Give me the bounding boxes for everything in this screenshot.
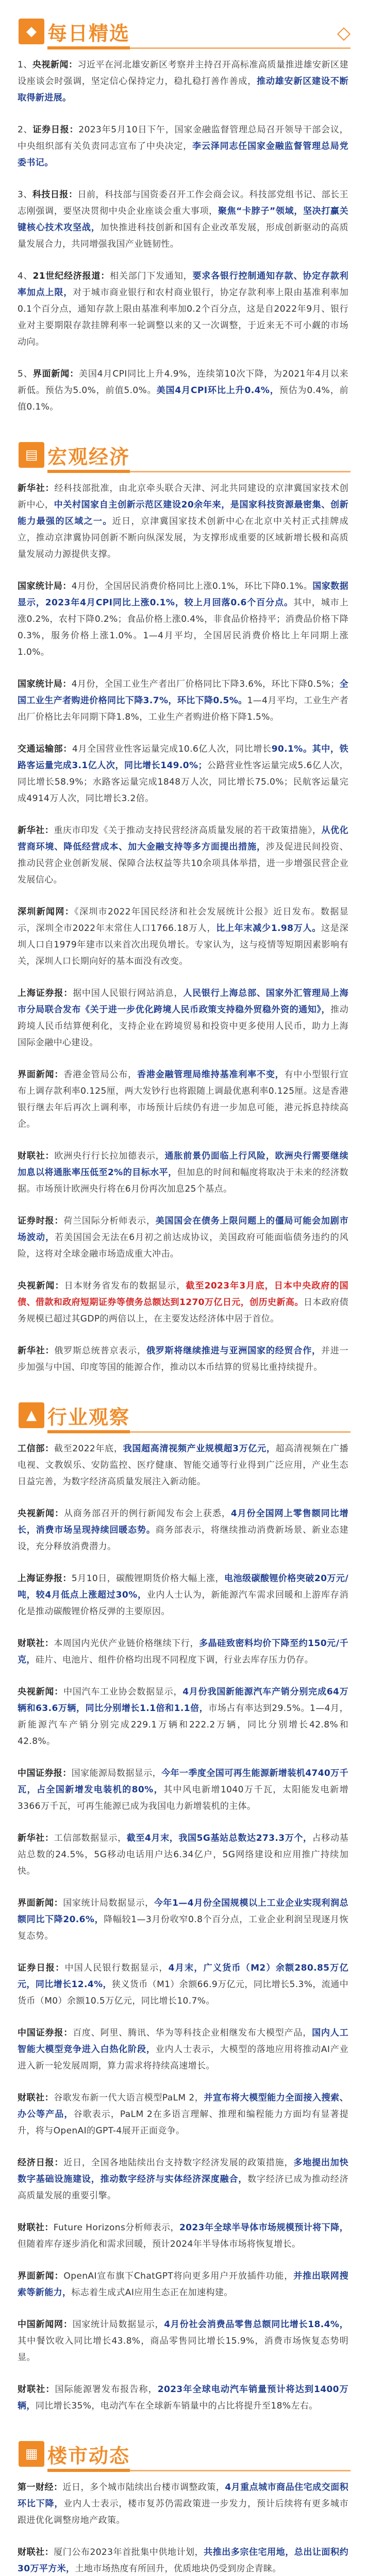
- item-tail: 土地市场热度有所回升，优质地块仍受到房企青睐。: [75, 2564, 281, 2574]
- item-tail: 业内人士认为，新能源汽车需求回暖和上游库存消化是推动碳酸锂价格反弹的主要原因。: [18, 1590, 348, 1617]
- item-tail: 硅片、电池片、组件价格均出现不同程度下调，行业去库存压力仍存。: [35, 1655, 314, 1665]
- item-highlight: 中关村国家自主创新示范区建设20余年来，是国家科技资源最密集、创新能力最强的区域之一。: [18, 500, 348, 527]
- item-highlight: 香港金融管理局维持基准利率不变，: [137, 1070, 285, 1080]
- item-number: 4、: [18, 271, 33, 281]
- chart-icon: ▤: [19, 442, 44, 468]
- item-body: 中国汽车工业协会数据显示，: [63, 1687, 183, 1697]
- item-source: 财联社：: [18, 2223, 54, 2233]
- item-highlight: 90.1%。其中，铁路客运量完成3.1亿人次，同比增长149.0%；: [18, 744, 348, 771]
- section-title: 宏观经济: [47, 446, 130, 468]
- market-list: [15, 2476, 351, 2576]
- item-body: 4月份，全国工业生产者出厂价格同比下降3.6%，环比下降0.5%；: [71, 679, 340, 689]
- item-source: 中国证券报：: [18, 1768, 72, 1778]
- list-item: [18, 268, 348, 350]
- item-source: 央视新闻：: [18, 1281, 64, 1291]
- item-highlight: 俄罗斯将继续推进与亚洲国家的经贸合作，: [146, 1346, 321, 1356]
- item-body: 《深圳市2022年国民经济和社会发展统计公报》近日发布。数据显示，深圳全市2022年末常住人口1766.18万人，: [18, 907, 348, 934]
- item-source: 深圳新闻网：: [18, 907, 75, 917]
- item-tail: 涉及促进民间投资、推动民营企业创新发展、保障合法权益等共10余项具体举措，进一步增强民营企业发展信心。: [18, 842, 348, 885]
- gem-icon: ◇: [337, 23, 351, 43]
- section-header-industry: [15, 1391, 351, 1437]
- section-header-market: [15, 2430, 351, 2476]
- list-item: [18, 2025, 348, 2074]
- item-tail: 若美国国会无法在6月初之前达成协议，美国政府可能面临债务违约的风险，这将对全球金融市场造成重大冲击。: [18, 1232, 348, 1259]
- item-source: 新华社：: [18, 483, 55, 494]
- section-daily: [0, 7, 366, 415]
- list-item: [18, 1765, 348, 1815]
- item-source: 财联社：: [18, 2093, 54, 2103]
- divider-accent: [47, 2469, 130, 2472]
- item-tail: 但随着库存逐步消化和需求回暖，预计2024年半导体市场将恢复增长。: [18, 2239, 301, 2249]
- item-body: 截至2022年底，: [54, 1444, 123, 1454]
- item-highlight: 推动雄安新区建设不断取得新进展。: [18, 76, 348, 103]
- list-item: [18, 904, 348, 970]
- list-item: [18, 1570, 348, 1620]
- item-highlight: 要求各银行控制通知存款、协定存款利率加点上限，: [18, 271, 348, 298]
- item-body: 近日，多个城市陆续出台楼市调整政策，: [62, 2482, 225, 2493]
- item-source: 21世纪经济报道：: [32, 271, 110, 281]
- list-item: [18, 1213, 348, 1262]
- item-tail: 其中风电新增1040万千瓦，太阳能发电新增3366万千瓦，可再生能源已成为我国电力新增装机的主体。: [18, 1785, 348, 1811]
- item-highlight: 聚焦“卡脖子”领域，坚决打赢关键核心技术攻坚战，: [18, 206, 348, 233]
- item-body: 日前，科技部与国资委召开工作会商会议。科技部党组书记、部长王志刚强调，要坚决贯彻中央企业座谈会重大事项，: [18, 190, 348, 216]
- item-source: 科技日报：: [32, 190, 78, 200]
- item-highlight: 通胀前景仍面临上行风险，欧洲央行需要继续加息以将通胀率压低至2%的目标水平，: [18, 1151, 348, 1178]
- item-highlight: 我国超高清视频产业规模超3万亿元，: [123, 1444, 276, 1454]
- item-body: 近日，全国各地陆续出台支持数字经济发展的政策措施，: [63, 2158, 294, 2168]
- item-tail: 超高清视频在广播电视、文教娱乐、安防监控、医疗健康、智能交通等行业得到广泛应用，产业生态日益完善，为数字经济高质量发展注入新动能。: [18, 1444, 348, 1487]
- item-highlight: 比上年末减少1.98万人。: [216, 923, 322, 934]
- list-item: [18, 366, 348, 415]
- item-source: 证券日报：: [32, 125, 79, 135]
- item-source: 央视新闻：: [18, 1509, 64, 1519]
- item-body: 本周国内光伏产业链价格继续下行，: [54, 1638, 199, 1649]
- diamond-icon: ◆: [19, 19, 44, 44]
- item-tail: 日本政府债务规模已超过其GDP的两倍以上，在主要发达经济体中居于首位。: [18, 1297, 349, 1324]
- divider-accent: [47, 46, 130, 49]
- item-body: 国家统计局数据显示，: [72, 2319, 164, 2330]
- list-item: [18, 122, 348, 171]
- list-item: [18, 2479, 348, 2529]
- list-item: [18, 1440, 348, 1490]
- item-highlight: 截至2023年3月底，日本中央政府的国债、借款和政府短期证券等债务总额达到1270万亿日元，创历史新高。: [18, 1281, 349, 1308]
- item-source: 交通运输部：: [18, 744, 72, 754]
- item-body: 国际能源署发布报告称，: [55, 2384, 158, 2395]
- item-source: 证券时报：: [18, 1216, 64, 1226]
- item-source: 财联社：: [18, 2547, 54, 2557]
- list-item: [18, 1148, 348, 1197]
- item-tail: 业内人士表示，大模型的落地应用将推动AI产业进入新一轮发展周期，算力需求将持续高速增长。: [18, 2044, 348, 2071]
- item-source: 上海证券报：: [18, 1573, 72, 1584]
- item-source: 界面新闻：: [18, 2271, 64, 2281]
- item-body: 谷歌发布新一代大语言模型PaLM 2，: [54, 2093, 204, 2103]
- section-industry: [0, 1391, 366, 2414]
- item-body: 习近平在河北雄安新区考察并主持召开高标准高质量推进雄安新区建设座谈会时强调，坚定信心保持定力，稳扎稳打善作善成，: [18, 60, 348, 87]
- item-tail: 标志着生成式AI应用生态正在加速构建。: [71, 2287, 233, 2298]
- item-tail: 这是深圳人口自1979年建市以来首次出现负增长。专家认为，这与疫情等短期因素影响有关，深圳人口长期向好的基本面没有改变。: [18, 923, 348, 967]
- item-tail: 占移动基站总数的24.5%，5G移动电话用户达6.34亿户，5G网络建设和应用推广持续加快。: [18, 1833, 348, 1876]
- item-tail: 谷歌表示，PaLM 2在多语言理解、推理和编程能力方面均有显著提升，将与OpenAI的GPT-4展开正面竞争。: [18, 2109, 348, 2136]
- item-body: 5月10日，碳酸锂期货价格大幅上涨，: [71, 1573, 225, 1584]
- item-highlight: 国家数据显示，2023年4月CPI同比上涨0.1%，较上月回落0.6个百分点。: [18, 581, 348, 608]
- page: [0, 7, 366, 2576]
- item-source: 新华社：: [18, 825, 54, 836]
- item-source: 证券日报：: [18, 1963, 65, 1973]
- daily-list: [15, 54, 351, 415]
- item-tail: 加快推进科技创新和国有企业改革发展，形成创新驱动的高质量发展合力，共同增强我国产业链韧性。: [18, 223, 348, 249]
- item-body: 欧洲央行行长拉加德表示，: [54, 1151, 165, 1161]
- item-body: 国家能源局数据显示，: [71, 1768, 162, 1778]
- item-body: 美国4月CPI同比上升4.9%，连续第10次下降，为2021年4月以来新低。预估为5.0%，前值5.0%。: [18, 369, 349, 396]
- item-tail: 数字经济已成为推动经济高质量发展的重要引擎。: [18, 2174, 348, 2201]
- list-item: [18, 2316, 348, 2366]
- item-body: 工信部数据显示，: [54, 1833, 127, 1843]
- list-item: [18, 187, 348, 252]
- item-source: 经济日报：: [18, 2158, 64, 2168]
- list-item: [18, 2219, 348, 2252]
- item-source: 财联社：: [18, 1638, 54, 1649]
- list-item: [18, 1635, 348, 1668]
- item-highlight: 4月末，广义货币（M2）余额280.85万亿元，同比增长12.4%，: [18, 1963, 348, 1990]
- divider-accent: [47, 470, 130, 473]
- item-tail: 同比增长35%，电动汽车在全球新车销量中的占比将提升至18%左右。: [35, 2401, 318, 2411]
- list-item: [18, 578, 348, 660]
- item-tail: 狭义货币（M1）余额66.9万亿元，同比增长5.3%，流通中货币（M0）余额10.5万亿元，同比增长10.7%。: [18, 1979, 348, 2006]
- item-tail: 对于城市商业银行和农村商业银行，协定存款利率上限由基准利率加0.1个百分点，通知存款上限由基准利率加0.2个百分点，这是自2022年9月、银行业对主要期限存款挂牌利率一轮调整以来的又一次调整，于近来无不可小觑的市场动向。: [18, 287, 348, 347]
- item-body: 百度、阿里、腾讯、华为等科技企业相继发布大模型产品，: [73, 2028, 312, 2038]
- list-item: [18, 1066, 348, 1132]
- list-item: [18, 676, 348, 725]
- item-body: 4月全国营业性客运量完成10.6亿人次，同比增长: [72, 744, 272, 754]
- item-source: 中国新闻网：: [18, 2319, 73, 2330]
- item-body: 香港金管局公布，: [63, 1070, 137, 1080]
- item-tail: 推动跨境人民币结算便利化，支持企业在跨境贸易和投资中更多使用人民币，助力上海国际金融中心建设。: [18, 1005, 348, 1048]
- section-market: [0, 2430, 366, 2576]
- list-item: [18, 2090, 348, 2139]
- list-item: [18, 1505, 348, 1555]
- item-tail: 降幅较1—3月份收窄0.8个百分点，工业企业利润呈现逐月恢复态势。: [18, 1914, 348, 1941]
- item-source: 新华社：: [18, 1346, 55, 1356]
- item-highlight: 电池级碳酸锂价格突破20万元/吨，较4月低点上涨超过30%，: [18, 1573, 348, 1600]
- item-highlight: 今年一季度全国可再生能源新增装机4740万千瓦，占全国新增发电装机的80%，: [18, 1768, 349, 1795]
- item-source: 央视新闻：: [18, 1687, 63, 1697]
- item-body: 荷兰国际分析师表示，: [63, 1216, 156, 1226]
- list-item: [18, 480, 348, 563]
- item-body: 日本财务省发布的数据显示，: [64, 1281, 186, 1291]
- item-tail: 公路营业性客运量完成5.6亿人次，同比增长58.9%；水路客运量完成1848万人次，同比增长75.0%；民航客运量完成4914万人次，同比增长3.2倍。: [18, 760, 348, 804]
- building-icon: ▦: [19, 2441, 44, 2467]
- item-body: 国家统计局数据显示，: [63, 1898, 154, 1908]
- item-number: 2、: [18, 125, 33, 135]
- macro-list: [15, 477, 351, 1376]
- item-body: 经科技部批准，由北京牵头联合天津、河北共同建设的京津冀国家技术创新中心，: [18, 483, 348, 510]
- section-title: 楼市动态: [47, 2445, 130, 2467]
- item-number: 3、: [18, 190, 32, 200]
- item-body: 俄罗斯总统普京表示，: [54, 1346, 146, 1356]
- item-source: 界面新闻：: [18, 1898, 63, 1908]
- list-item: [18, 1895, 348, 1944]
- item-source: 第一财经：: [18, 2482, 63, 2493]
- list-item: [18, 741, 348, 807]
- item-highlight: 人民银行上海总部、国家外汇管理局上海市分局联合发布《关于进一步优化跨境人民币政策支持稳外贸稳外资的通知》，: [18, 988, 348, 1015]
- industry-list: [15, 1437, 351, 2414]
- list-item: [18, 822, 348, 888]
- item-highlight: 国内人工智能大模型竞争进入白热化阶段，: [18, 2028, 348, 2055]
- item-highlight: 李云泽同志任国家金融监督管理总局党委书记。: [18, 141, 348, 168]
- item-tail: 1—4月平均，工业生产者出厂价格比去年同期下降1.8%，工业生产者购进价格下降1.5%。: [18, 696, 348, 722]
- section-title: 每日精选: [47, 22, 130, 45]
- list-item: [18, 1830, 348, 1879]
- item-tail: 预估为0.4%，前值0.1%。: [18, 385, 349, 412]
- section-title: 行业观察: [47, 1406, 130, 1429]
- item-body: 相关部门下发通知，: [110, 271, 193, 281]
- item-highlight: 截至4月末，我国5G基站总数达273.3万个，: [126, 1833, 312, 1843]
- factory-icon: ▲: [19, 1402, 44, 1428]
- item-tail: 业内人士表示，楼市复苏仍需政策进一步发力，预计后续将有更多城市跟进优化调整房地产政策。: [18, 2499, 348, 2526]
- divider-accent: [47, 1430, 130, 1433]
- item-source: 界面新闻：: [32, 369, 79, 379]
- item-body: 2023年5月10日下午，国家金融监督管理总局召开领导干部会议，中央组织部有关负责同志宣布了中央决定，: [18, 125, 349, 151]
- list-item: [18, 2544, 348, 2576]
- list-item: [18, 1960, 348, 2009]
- list-item: [18, 2268, 348, 2301]
- item-body: 从商务部召开的例行新闻发布会上获悉，: [63, 1509, 231, 1519]
- item-highlight: 全国工业生产者购进价格同比下降3.7%，环比下降0.5%。: [18, 679, 348, 706]
- item-body: 据中国人民银行网站消息，: [73, 988, 184, 998]
- item-highlight: 共推出多宗住宅用地，总出让面积约30万平方米，: [18, 2547, 348, 2574]
- item-source: 国家统计局：: [18, 581, 72, 591]
- item-highlight: 美国4月CPI环比上升0.4%，: [156, 385, 279, 396]
- item-tail: 市场占有率达到29.5%。1—4月，新能源汽车产销分别完成229.1万辆和222.2万辆，同比分别增长42.8%和42.8%。: [18, 1703, 348, 1747]
- item-source: 新华社：: [18, 1833, 54, 1843]
- item-body: Future Horizons分析师表示，: [53, 2223, 179, 2233]
- item-body: 厦门公布2023年首批集中供地计划，: [54, 2547, 204, 2557]
- list-item: [18, 1278, 348, 1327]
- section-header-daily: [15, 7, 351, 54]
- item-tail: 其中餐饮收入同比增长43.8%，商品零售同比增长15.9%，消费市场恢复态势明显。: [18, 2336, 348, 2363]
- item-highlight: 4月份社会消费品零售总额同比增长18.4%，: [164, 2319, 349, 2330]
- item-highlight: 多地提出加快数字基础设施建设，推动数字经济与实体经济深度融合，: [18, 2158, 349, 2184]
- list-item: [18, 985, 348, 1051]
- list-item: [18, 1684, 348, 1750]
- item-highlight: 并宣布将大模型能力全面接入搜索、办公等产品，: [18, 2093, 348, 2120]
- item-number: 5、: [18, 369, 33, 379]
- item-body: 中国人民银行数据显示，: [64, 1963, 169, 1973]
- item-body: 4月份，全国居民消费价格同比上涨0.1%，环比下降0.1%。: [71, 581, 313, 591]
- item-tail: 有中小型银行宣布上调存款利率0.125厘，两大发钞行也将跟随上调最优惠利率0.125厘。这是香港银行继去年后再次上调利率，市场预计后续仍有进一步加息可能，港元拆息持续高企。: [18, 1070, 349, 1129]
- list-item: [18, 57, 348, 106]
- item-source: 上海证券报：: [18, 988, 73, 998]
- item-source: 财联社：: [18, 2384, 55, 2395]
- item-source: 国家统计局：: [18, 679, 72, 689]
- item-body: OpenAI宣布旗下ChatGPT将向更多用户开放插件功能，: [63, 2271, 294, 2281]
- item-tail: 并进一步加强与中国、印度等国的能源合作，推动以本币结算的贸易比重持续提升。: [18, 1346, 348, 1372]
- list-item: [18, 1343, 348, 1376]
- item-highlight: 4月份我国新能源汽车产销分别完成64万辆和63.6万辆，同比分别增长1.1倍和1.1倍，: [18, 1687, 349, 1714]
- list-item: [18, 2381, 348, 2414]
- item-source: 界面新闻：: [18, 1070, 64, 1080]
- item-tail: 商务部表示，将继续推动消费新场景、新业态建设，充分释放消费潜力。: [18, 1525, 348, 1552]
- item-number: 1、: [18, 60, 32, 70]
- item-source: 央视新闻：: [32, 60, 78, 70]
- item-highlight: 2023年全球电动汽车销量预计将达到1400万辆，: [18, 2384, 348, 2411]
- item-highlight: 今年1—4月份全国规模以上工业企业实现利润总额同比下降20.6%，: [18, 1898, 349, 1925]
- item-highlight: 4月份全国网上零售额同比增长，消费市场呈现持续回暖态势。: [18, 1509, 349, 1535]
- item-highlight: 从优化营商环境、降低经营成本、加大金融支持等多方面提出措施，: [18, 825, 348, 852]
- item-tail: 近日，京津冀国家技术创新中心在北京中关村正式挂牌成立，推动京津冀协同创新不断向纵深发展，为支撑形成重要的区域新增长极和高质量发展动力源提供支撑。: [18, 516, 349, 560]
- section-header-macro: [15, 431, 351, 477]
- item-highlight: 多晶硅致密料均价下降至约150元/千克，: [18, 1638, 348, 1665]
- item-source: 中国证券报：: [18, 2028, 73, 2038]
- item-tail: 其中，城市上涨0.2%，农村下降0.2%；食品价格上涨0.4%，非食品价格持平；消费品价格下降0.3%，服务价格上涨1.0%。1—4月平均，全国居民消费价格比上年同期上涨1.0%。: [18, 598, 348, 657]
- list-item: [18, 2155, 348, 2204]
- item-source: 工信部：: [18, 1444, 54, 1454]
- item-highlight: 并推出联网搜索等新能力，: [18, 2271, 349, 2298]
- item-tail: 但加息的时间和幅度将取决于未来的经济数据。市场预计欧洲央行将在6月份再次加息25个基点。: [18, 1167, 348, 1194]
- section-macro: [0, 431, 366, 1376]
- item-highlight: 美国国会在债务上限问题上的僵局可能会加剧市场波动，: [18, 1216, 349, 1243]
- item-source: 财联社：: [18, 1151, 55, 1161]
- item-highlight: 4月重点城市商品住宅成交面积环比下降，: [18, 2482, 349, 2509]
- item-highlight: 2023年全球半导体市场规模预计将下降，: [179, 2223, 348, 2233]
- item-body: 重庆市印发《关于推动支持民营经济高质量发展的若干政策措施》，: [54, 825, 322, 836]
